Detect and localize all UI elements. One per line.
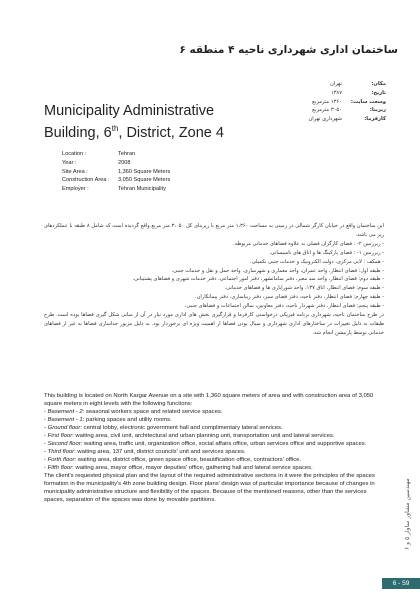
- title-english: [44, 103, 284, 142]
- title-english-line2: [44, 120, 284, 142]
- info-label: Site Area :: [62, 168, 88, 175]
- info-row-year-fa: [246, 89, 386, 98]
- title-english-superscript: th: [111, 124, 119, 133]
- info-value: ۱۳۸۷: [330, 89, 342, 96]
- info-row-location-fa: [246, 80, 386, 89]
- text-run: -: [44, 417, 48, 423]
- title-english-line1: Municipality Administrative: [44, 103, 215, 119]
- text-run: : waiting area, 137 unit, district councils' unit and services spaces.: [74, 449, 246, 455]
- title-english-line2-end: , District, Zone 4: [118, 124, 224, 141]
- info-row-location: [62, 150, 262, 159]
- project-info-english: [62, 150, 262, 194]
- info-row-construction-area: [62, 176, 262, 185]
- text-run: -: [44, 449, 48, 455]
- paragraph-fa: در طرح ساختمان ناحیه، شهرداری برنامه فیزیکی درخواستی کارفرما و قرارگیری بخش های اداری مورد نیاز در آن از مبانی شکل گیری فضاها بوده است. طرح طبقات به دلیل تغییرات در ساختارهای اداری شهرداری و سیال بودن فضاها از اهمیت ویژه ای برخوردار بود. به دلیل مزبور جداسازی فضاها به غیر از فضاهای خدماتی توسط پارتیشن انجام شد.: [44, 312, 384, 336]
- text-run: : parking spaces and utility rooms.: [82, 417, 172, 423]
- floor-name: First floor: [47, 433, 73, 439]
- info-label: کارفرما:: [364, 116, 386, 123]
- info-label: Location :: [62, 151, 87, 157]
- text-run: : waiting area, mayor office, mayor deputies' office, gathering hall and lateral service spaces.: [72, 465, 313, 471]
- info-label: Construction Area :: [62, 177, 110, 184]
- text-run: The client's requested physical plan and the layout of the required administrative sections in it were the principles of the spaces formation in the municipality's 4th zone building design. Floor plans' design was of particular importance because of changes in municipality administrative structure and flexibility of the spaces. Because of the mentioned reasons, other than the services spaces, separation of the spaces was done by movable partitions.: [44, 473, 375, 503]
- text-run: -: [44, 433, 48, 439]
- info-label: Year :: [62, 159, 77, 166]
- text-run: : waiting area, civil unit, architectural and urban planning unit, transportation unit and lateral services.: [72, 433, 335, 439]
- list-item-en: [44, 440, 384, 448]
- description-persian: [44, 222, 384, 338]
- floor-name: Basement - 2: [47, 409, 83, 415]
- floor-name: Ground floor: [47, 425, 81, 431]
- info-value: Tehran Municipality: [118, 186, 166, 193]
- page-number-tab: 6 - 59: [382, 578, 420, 589]
- list-item-fa: - طبقه دوم: فضای انتظار، واحد سد معبر، دفتر سامانشهر، دفتر امور اجتماعی، دفتر خدمات شهری و فضاهای پشتیبانی.: [132, 276, 384, 283]
- info-label: مکان:: [371, 81, 386, 87]
- info-value: 3,050 Square Meters: [118, 177, 171, 184]
- info-row-year: [62, 159, 262, 168]
- info-value: شهرداری تهران: [308, 116, 342, 123]
- list-item-en: [44, 408, 384, 416]
- list-item-fa: - طبقه پنجم: فضای انتظار، دفتر شهردار ناحیه، دفتر معاونین، سالن اجتماعات و فضاهای جنبی.: [184, 303, 384, 310]
- list-item-fa: - زیرزمین ۲- : فضای کارگران فصلی به علاوه فضاهای خدماتی مربوطه.: [233, 240, 384, 247]
- title-english-line2-start: Building, 6: [44, 124, 112, 141]
- list-item-fa: - طبقه اول: فضای انتظار، واحد عمران، واحد معماری و شهرسازی، واحد حمل و نقل و خدمات جنبی.: [171, 267, 384, 274]
- info-label: Employer :: [62, 186, 89, 193]
- list-item-en: [44, 424, 384, 432]
- text-run: -: [44, 457, 48, 463]
- floor-name: Fifth floor: [47, 465, 73, 471]
- list-item-fa: - زیرزمین ۱- : فضای پارکینگ ها و اتاق های تاسیساتی.: [269, 249, 384, 256]
- info-value: 2008: [118, 159, 131, 166]
- text-run: -: [44, 441, 48, 447]
- side-running-label: مهندسین مشاور ساوار ۵ و ۶: [404, 478, 411, 550]
- list-item-en: [44, 416, 384, 424]
- info-row-employer: [62, 185, 262, 194]
- text-run: : central lobby, electronic government hall and complimentary lateral services.: [80, 425, 283, 431]
- info-row-site-area: [62, 168, 262, 177]
- paragraph-fa: این ساختمان واقع در خیابان کارگر شمالی در زمینی به مساحت ۱،۳۶۰ متر مربع با زیربنای کل ۳،۰۵۰ متر مربع واقع گردیده است که شامل ۸ طبقه با عملکردهای زیر می باشد.: [44, 223, 385, 238]
- list-item-en: [44, 432, 384, 440]
- list-item-en: [44, 448, 384, 456]
- list-item-en: [44, 464, 384, 472]
- info-value: ۱۳۶۰ مترمربع: [312, 98, 342, 105]
- text-run: : waiting area, traffic unit, organization office, social affairs office, urban services office and supportive spaces.: [80, 441, 367, 447]
- list-item-fa: - همکف : لابی مرکزی، دولت الکترونیک و خدمات جنبی تکمیلی.: [250, 258, 384, 265]
- list-item-fa: - طبقه چهارم: فضای انتظار، دفتر ناحیه، دفتر فضای سبز، دفتر زیباسازی، دفتر پیمانکاران.: [195, 294, 384, 301]
- text-run: -: [44, 465, 48, 471]
- info-value: تهران: [330, 81, 342, 87]
- floor-name: Third floor: [47, 449, 75, 455]
- text-run: This building is located on North Kargar Avenue on a site with 1,360 square meters of area and with construction area of 3,050 square meters in eight levels with the following functions:: [44, 393, 374, 407]
- info-value: ۳۰۵۰ مترمربع: [312, 107, 342, 114]
- info-label: زیربنا:: [369, 107, 386, 114]
- floor-name: Second floor: [47, 441, 81, 447]
- description-english: [44, 392, 384, 504]
- text-run: : waiting area, district office, green space office, beautification office, contractors' office.: [74, 457, 302, 463]
- info-label: تاریخ:: [371, 89, 386, 96]
- paragraph-en: [44, 472, 384, 504]
- text-run: : seasonal workers space and related service spaces.: [82, 409, 223, 415]
- floor-name: Forth floor: [47, 457, 75, 463]
- paragraph-en: [44, 392, 384, 408]
- list-item-en: [44, 456, 384, 464]
- title-persian: ساختمان اداری شهرداری ناحیه ۴ منطقه ۶: [179, 44, 398, 56]
- text-run: -: [44, 425, 48, 431]
- text-run: -: [44, 409, 48, 415]
- list-item-fa: - طبقه سوم: فضای انتظار، اتاق ۱۳۷، واحد شورایاری ها و فضاهای خدماتی.: [224, 285, 384, 292]
- info-label: وسعت سایت:: [350, 98, 386, 105]
- info-value: Tehran: [118, 151, 136, 157]
- info-value: 1,360 Square Meters: [118, 168, 171, 175]
- floor-name: Basement - 1: [47, 417, 83, 423]
